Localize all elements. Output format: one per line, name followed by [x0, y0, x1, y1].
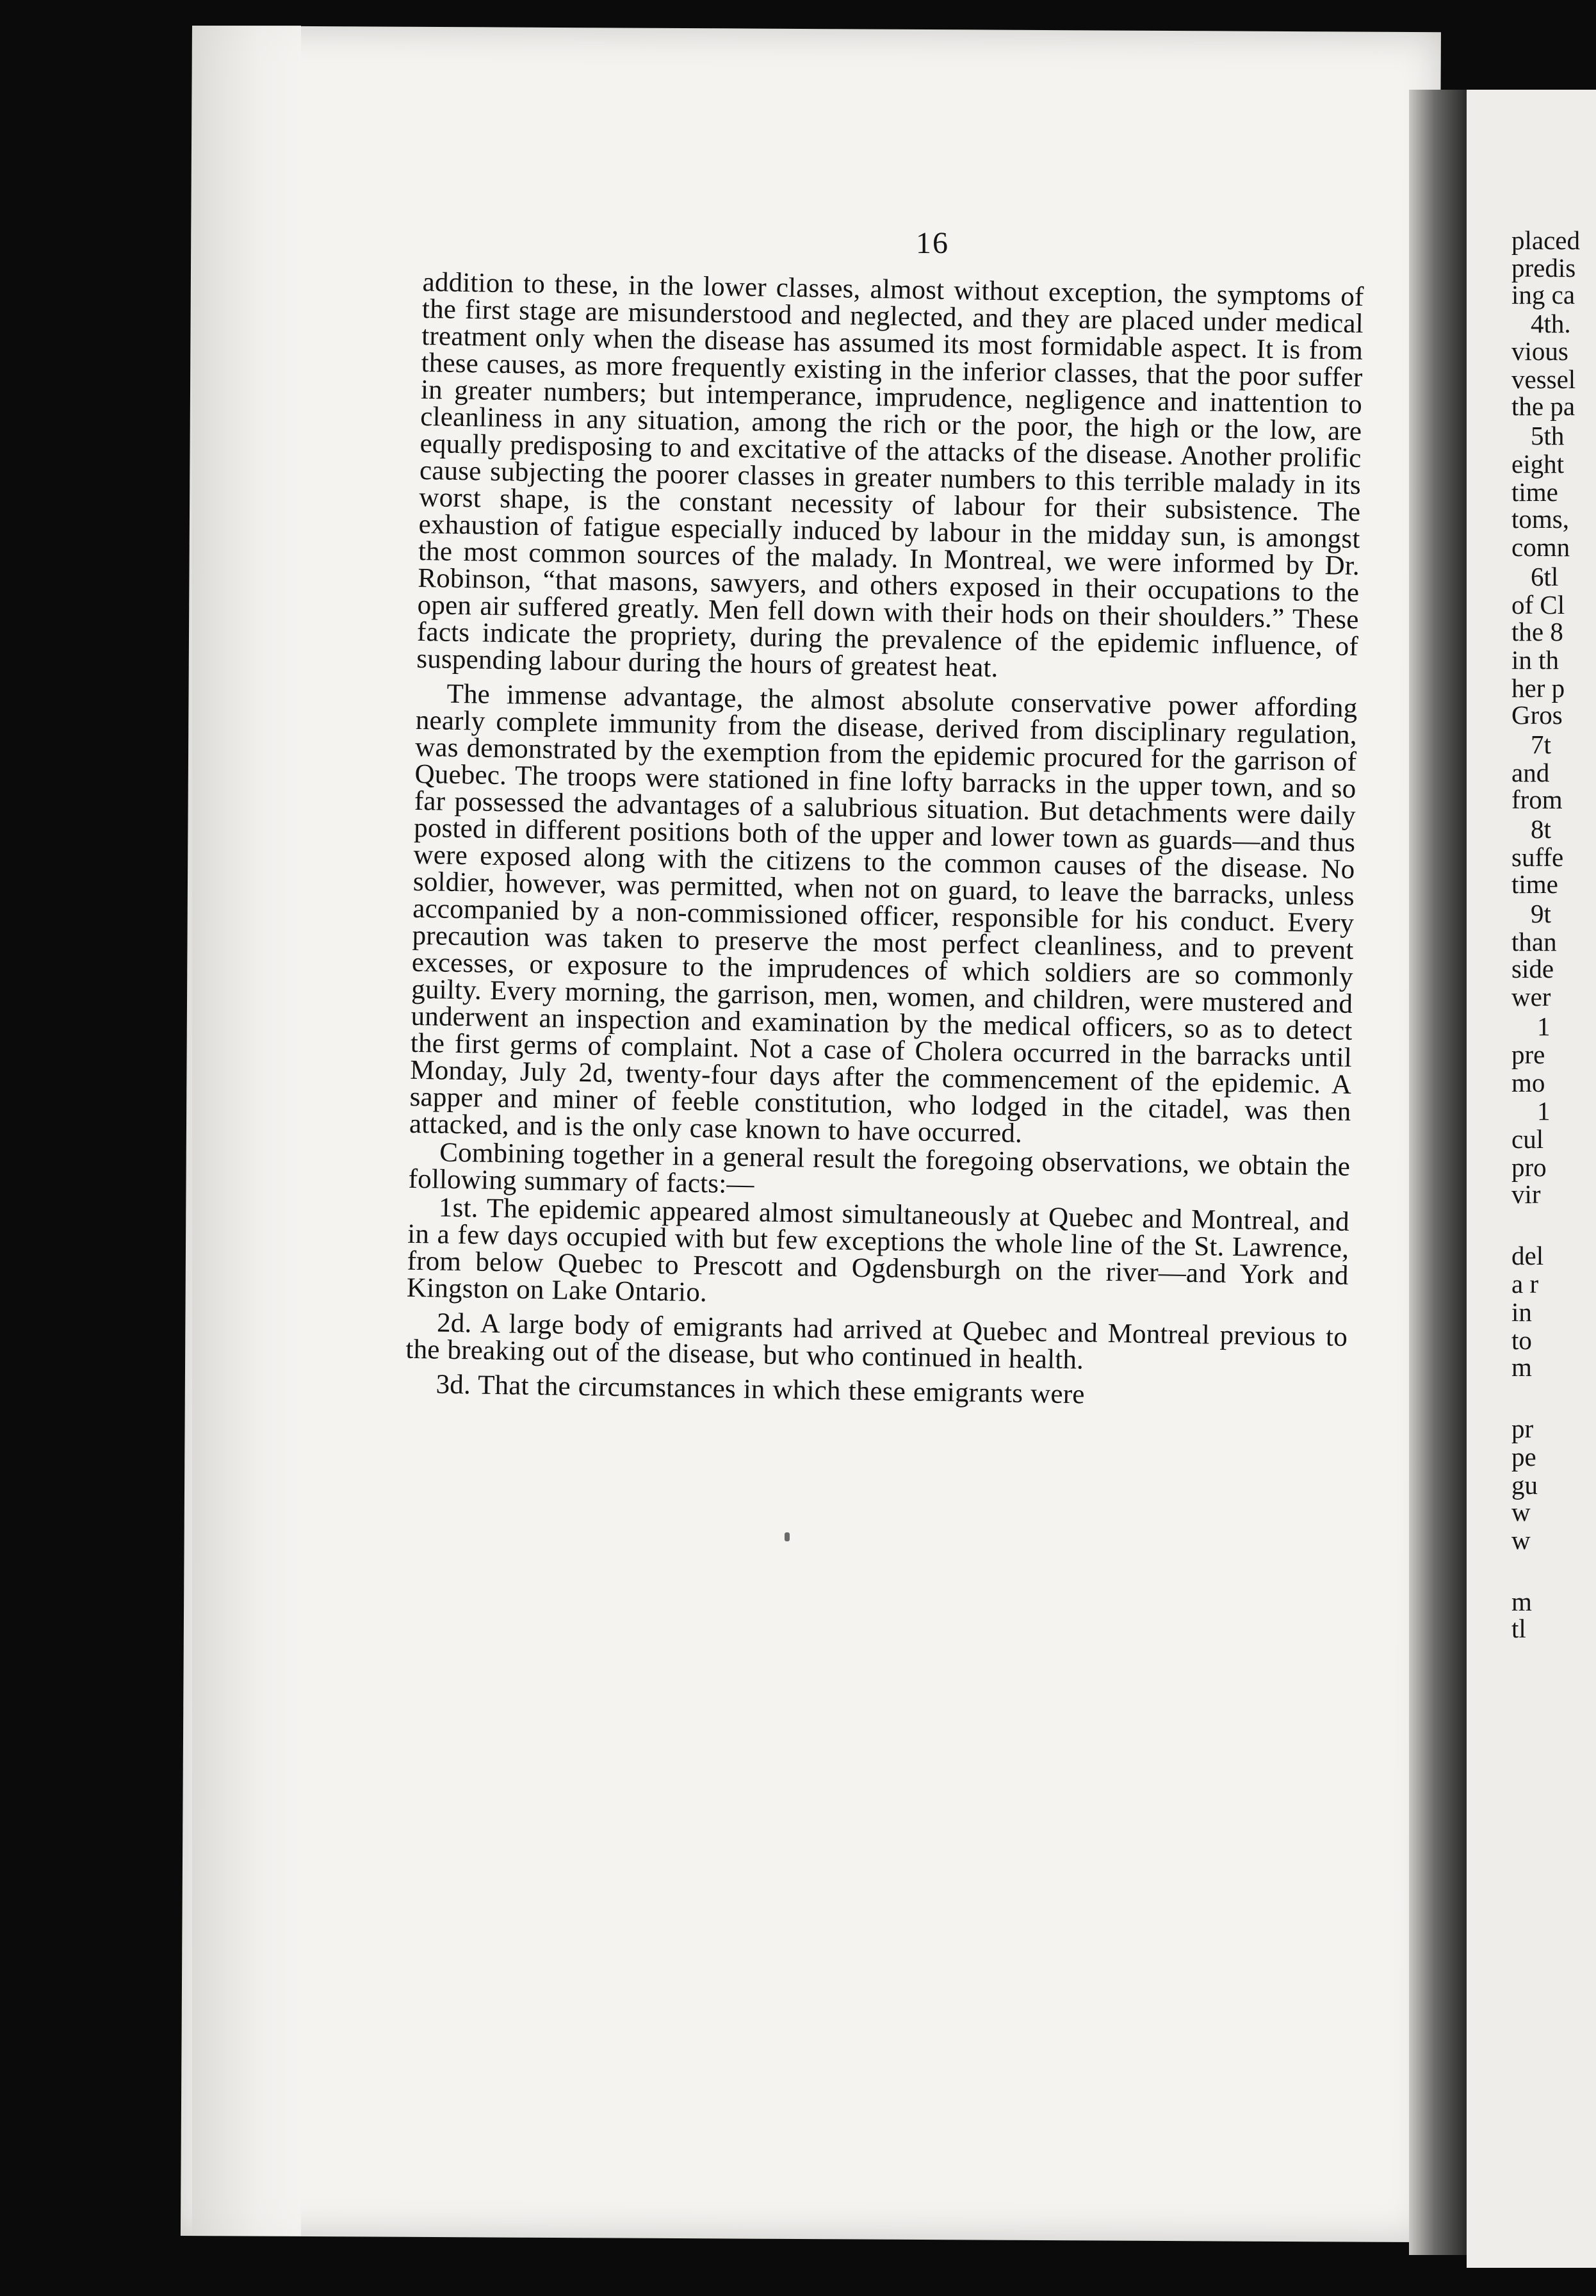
page-body [405, 269, 1364, 1413]
facing-page-line: of Cl [1511, 590, 1565, 619]
scan-background [0, 0, 192, 2296]
facing-page-line: her p [1511, 673, 1565, 703]
summary-item: 3d. That the circumstances in which these emigrants were [436, 1369, 1085, 1410]
facing-page-line: vessel [1511, 365, 1576, 394]
facing-page-line: gu [1511, 1470, 1538, 1500]
paragraph: addition to these, in the lower classes, almost without exception, the symptoms of the first stage are misunderstood and neglected, and they are placed under medical treatment only when the disease has assumed its most formidable aspect. It is from these causes, as more frequently existing in the inferior classes, that the poor suffer in greater numbers; but intemperance, imprudence, negligence and inattention to cleanliness in any situation, among the rich or the poor, the high or the low, are equally predisposing to and excitative of the attacks of the disease. Another prolific cause subjecting the poorer classes in greater numbers to this terrible malady in its worst shape, is the constant necessity of labour for their subsistence. The exhaustion of fatigue especially induced by labour in the midday sun, is amongst the most common sources of the malady. In Montreal, we were informed by Dr. Robinson, “that masons, sawyers, and others exposed in their occupations to the open air suffered greatly. Men fell down with their hods on their shoulders.” These facts indicate the propriety, during the prevalence of the epidemic influence, of suspending labour during the hours of greatest heat. [416, 267, 1364, 684]
book-gutter-shadow [1409, 90, 1467, 2255]
facing-page-line: the pa [1511, 391, 1576, 421]
facing-page-line: from [1511, 785, 1563, 814]
page-speck [785, 1532, 790, 1541]
facing-page-line: the 8 [1511, 617, 1563, 646]
facing-page-fragment [1467, 90, 1596, 2268]
page-edge-shading [192, 26, 301, 2236]
facing-page-line: 9t [1531, 899, 1551, 928]
facing-page-line: m [1511, 1352, 1532, 1382]
facing-page-line: in th [1511, 645, 1559, 675]
facing-page-line: suffe [1511, 842, 1564, 872]
facing-page-line: mo [1511, 1068, 1545, 1097]
facing-page-line: and [1511, 758, 1550, 787]
facing-page-line: 7t [1531, 730, 1551, 759]
paragraph: The immense advantage, the almost absolute conservative power affording nearly complete immunity from the disease, derived from disciplinary regulation, was demonstrated by the exemption from the epidemic procured for the garrison of Quebec. The troops were stationed in fine lofty barracks in the upper town, and so far possessed the advantages of a salubrious situation. But detachments were daily posted in different positions both of the upper and lower town as guards—and thus were exposed along with the citizens to the common causes of the disease. No soldier, however, was permitted, when not on guard, to leave the barracks, unless accompanied by a non-commissioned officer, responsible for his conduct. Every precaution was taken to preserve the most perfect cleanliness, and to prevent excesses, or exposure to the imprudences of which soldiers are so commonly guilty. Every morning, the garrison, men, women, and children, were mustered and underwent an inspection and examination by the medical officers, so as to detect the first germs of complaint. Not a case of Cholera occurred in the barracks until Monday, July 2d, twenty-four days after the commencement of the epidemic. A sapper and miner of feeble constitution, who lodged in the citadel, was then attacked, and is the only case known to have occurred. [409, 678, 1358, 1149]
facing-page-line: 1 [1537, 1012, 1551, 1041]
facing-page-line: vir [1511, 1179, 1541, 1209]
facing-page-line: to [1511, 1325, 1532, 1355]
facing-page-line: time [1511, 869, 1558, 899]
paragraph: Combining together in a general result the foregoing observations, we obtain the following summary of facts:— [408, 1137, 1351, 1200]
facing-page-line: Gros [1511, 700, 1563, 730]
facing-page-line: ing ca [1511, 280, 1576, 309]
facing-page-line: toms, [1511, 504, 1569, 534]
facing-page-line: tl [1511, 1614, 1526, 1643]
facing-page-line: a r [1511, 1269, 1539, 1299]
facing-page-line: cul [1511, 1124, 1544, 1154]
facing-page-line: than [1511, 927, 1557, 956]
facing-page-line: 8t [1531, 814, 1551, 844]
page-number: 16 [916, 226, 949, 260]
facing-page-line: 1 [1537, 1096, 1551, 1126]
facing-page-line: 6tl [1531, 562, 1559, 591]
facing-page-line: pr [1511, 1414, 1534, 1443]
facing-page-line: placed [1511, 226, 1580, 255]
facing-page-line: wer [1511, 982, 1551, 1012]
facing-page-line: vious [1511, 336, 1568, 366]
facing-page-line: eight [1511, 449, 1564, 479]
facing-page-line: 4th. [1531, 309, 1571, 338]
facing-page-line: pro [1511, 1152, 1547, 1182]
facing-page-line: side [1511, 954, 1554, 983]
summary-item: 1st. The epidemic appeared almost simultaneously at Quebec and Montreal, and in a few days occupied with but few exceptions the whole line of the St. Lawrence, from below Quebec to Prescott and Ogdensburgh on the river—and York and Kingston on Lake Ontario. [406, 1192, 1350, 1308]
facing-page-line: m [1511, 1587, 1532, 1616]
facing-page-line: time [1511, 477, 1558, 507]
facing-page-line: w [1511, 1525, 1531, 1555]
facing-page-line: del [1511, 1241, 1544, 1270]
facing-page-line: pre [1511, 1040, 1545, 1069]
facing-page-line: 5th [1531, 421, 1565, 450]
facing-page-line: pe [1511, 1442, 1536, 1472]
facing-page-line: comn [1511, 532, 1570, 562]
summary-item: 2d. A large body of emigrants had arrived at Quebec and Montreal previous to the breaking out of the disease, but who continued in health. [405, 1308, 1348, 1375]
facing-page-line: in [1511, 1297, 1532, 1327]
facing-page-line: w [1511, 1497, 1531, 1527]
facing-page-line: predis [1511, 253, 1576, 283]
